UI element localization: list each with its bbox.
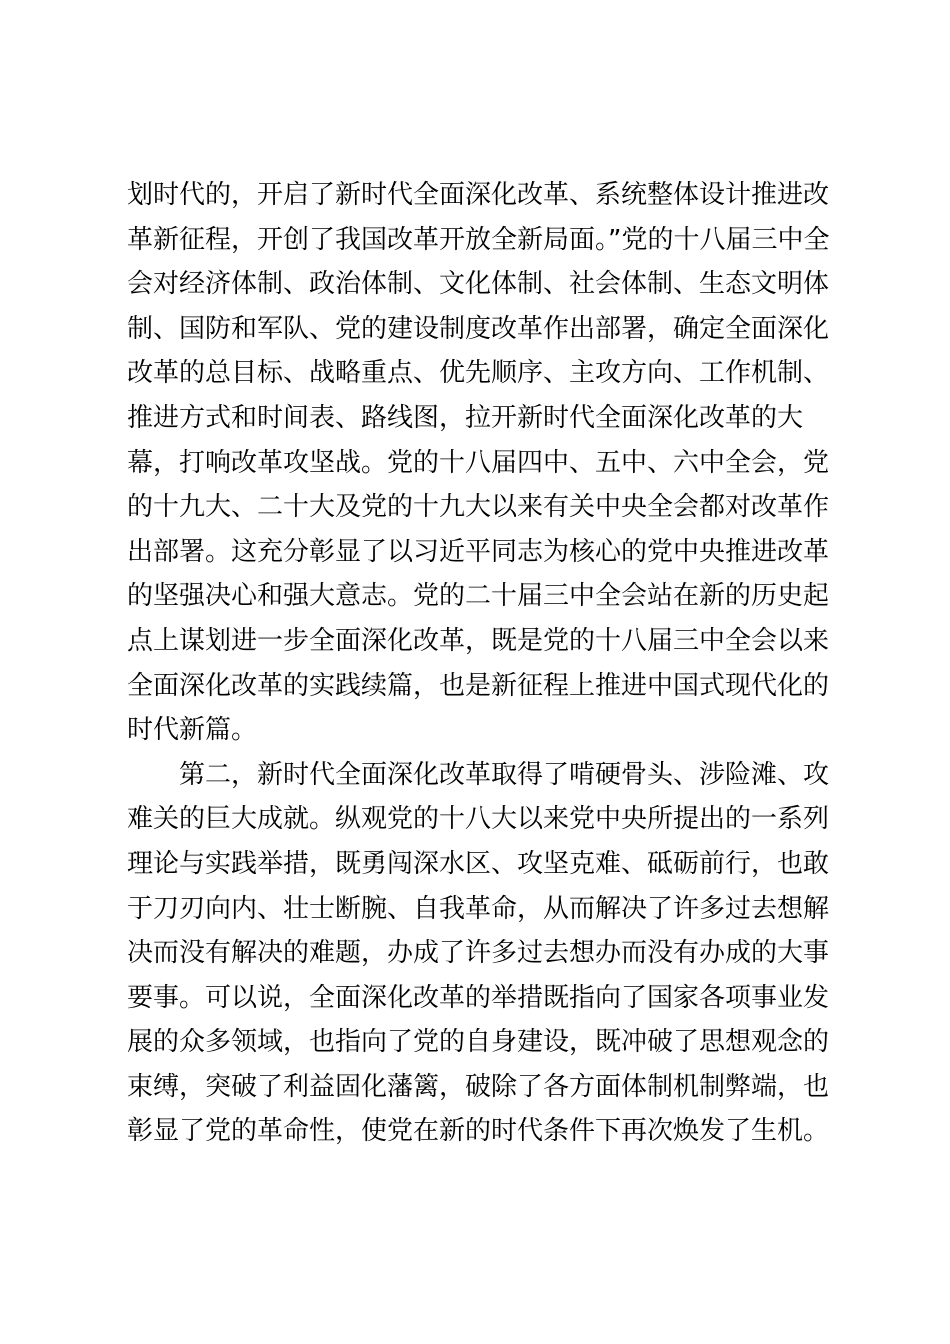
- paragraph-2: [127, 753, 830, 1154]
- text-line: 改革的总目标、战略重点、优先顺序、主攻方向、工作机制、: [127, 358, 830, 389]
- text-line: 展的众多领域，也指向了党的自身建设，既冲破了思想观念的: [127, 1027, 830, 1058]
- text-line: 彰显了党的革命性，使党在新的时代条件下再次焕发了生机。: [127, 1116, 830, 1147]
- text-line: 推进方式和时间表、路线图，拉开新时代全面深化改革的大: [127, 402, 804, 433]
- text-line: 要事。可以说，全面深化改革的举措既指向了国家各项事业发: [127, 982, 830, 1013]
- text-line: 点上谋划进一步全面深化改革，既是党的十八届三中全会以来: [127, 625, 830, 656]
- body-text: [127, 173, 830, 1154]
- text-line: 第二，新时代全面深化改革取得了啃硬骨头、涉险滩、攻: [127, 759, 830, 790]
- text-line: 全面深化改革的实践续篇，也是新征程上推进中国式现代化的: [127, 670, 830, 701]
- text-line: 制、国防和军队、党的建设制度改革作出部署，确定全面深化: [127, 313, 830, 344]
- text-line: 决而没有解决的难题，办成了许多过去想办而没有办成的大事: [127, 938, 830, 969]
- text-line: 难关的巨大成就。纵观党的十八大以来党中央所提出的一系列: [127, 804, 830, 835]
- text-line: 时代新篇。: [127, 715, 258, 746]
- text-line: 出部署。这充分彰显了以习近平同志为核心的党中央推进改革: [127, 536, 830, 567]
- text-line: 幕，打响改革攻坚战。党的十八届四中、五中、六中全会，党: [127, 447, 830, 478]
- text-line: 于刀刃向内、壮士断腕、自我革命，从而解决了许多过去想解: [127, 893, 830, 924]
- text-line: 的坚强决心和强大意志。党的二十届三中全会站在新的历史起: [127, 581, 830, 612]
- text-line: 划时代的，开启了新时代全面深化改革、系统整体设计推进改: [127, 180, 830, 210]
- text-line: 束缚，突破了利益固化藩篱，破除了各方面体制机制弊端，也: [127, 1071, 830, 1102]
- text-line: 的十九大、二十大及党的十九大以来有关中央全会都对改革作: [127, 492, 830, 523]
- paragraph-1: [127, 173, 830, 753]
- text-line: 理论与实践举措，既勇闯深水区、攻坚克难、砥砺前行，也敢: [127, 848, 830, 879]
- text-line: 会对经济体制、政治体制、文化体制、社会体制、生态文明体: [127, 269, 830, 300]
- text-line: 革新征程，开创了我国改革开放全新局面。”党的十八届三中全: [127, 224, 830, 255]
